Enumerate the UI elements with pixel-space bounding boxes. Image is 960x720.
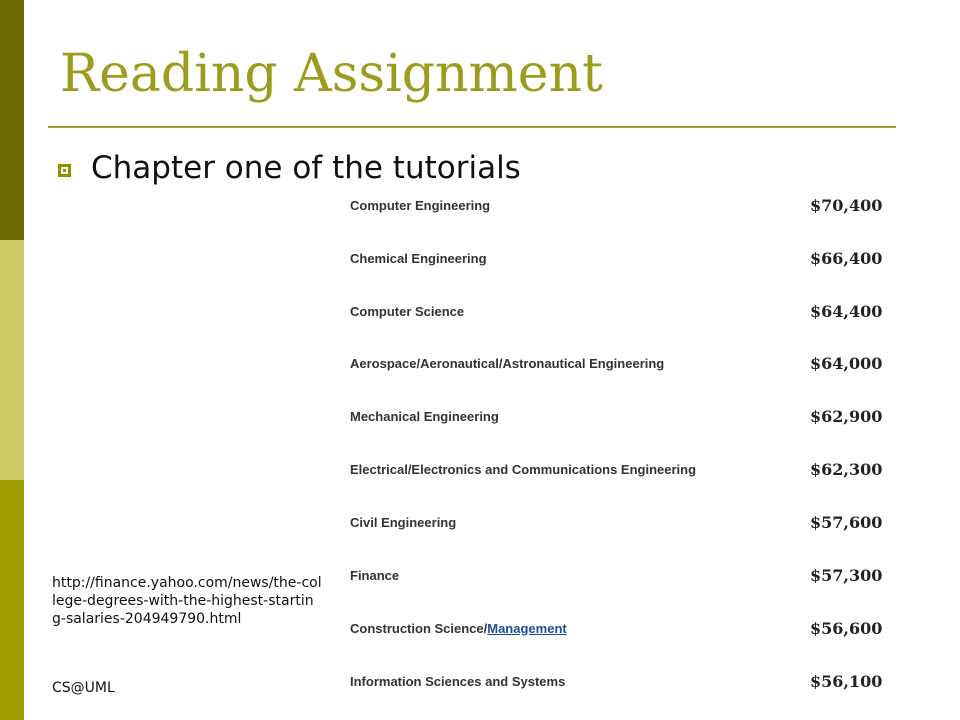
major-name: Mechanical Engineering [350,408,499,424]
title-divider [48,126,896,128]
salary-value: $70,400 [810,195,883,215]
salary-value: $64,000 [810,353,883,373]
footer-label: CS@UML [52,680,115,696]
salary-value: $64,400 [810,301,883,321]
major-name: Civil Engineering [350,514,457,530]
bullet-text: Chapter one of the tutorials [91,150,521,186]
salary-value: $62,900 [810,406,883,426]
table-row [350,666,890,696]
major-name: Chemical Engineering [350,250,487,266]
table-row [350,190,890,220]
bullet-item [58,150,521,186]
left-accent-bar-middle [0,240,24,480]
table-row [350,613,890,643]
table-row [350,507,890,537]
table-row [350,296,890,326]
salary-value: $56,100 [810,671,883,691]
major-name: Finance [350,567,400,583]
slide-title: Reading Assignment [60,44,603,104]
table-row [350,401,890,431]
square-bullet-icon [58,164,71,177]
major-name-text: Construction Science/ [350,620,488,636]
major-name: Information Sciences and Systems [350,673,566,689]
table-row [350,243,890,273]
major-name: Aerospace/Aeronautical/Astronautical Engineering [350,355,665,371]
salary-value: $62,300 [810,459,883,479]
salary-value: $56,600 [810,618,883,638]
table-row [350,454,890,484]
major-name: Electrical/Electronics and Communications Engineering [350,461,697,477]
table-row [350,560,890,590]
salary-value: $57,600 [810,512,883,532]
left-accent-bar-top [0,0,24,240]
management-link[interactable]: Management [487,620,567,636]
salary-value: $57,300 [810,565,883,585]
major-name: Computer Science [350,303,465,319]
major-name: Computer Engineering [350,197,491,213]
major-name [350,621,567,636]
salary-value: $66,400 [810,248,883,268]
source-url[interactable]: http://finance.yahoo.com/news/the-college-degrees-with-the-highest-starting-salaries-204949790.html [52,575,322,627]
table-row [350,348,890,378]
left-accent-bar-bottom [0,480,24,720]
